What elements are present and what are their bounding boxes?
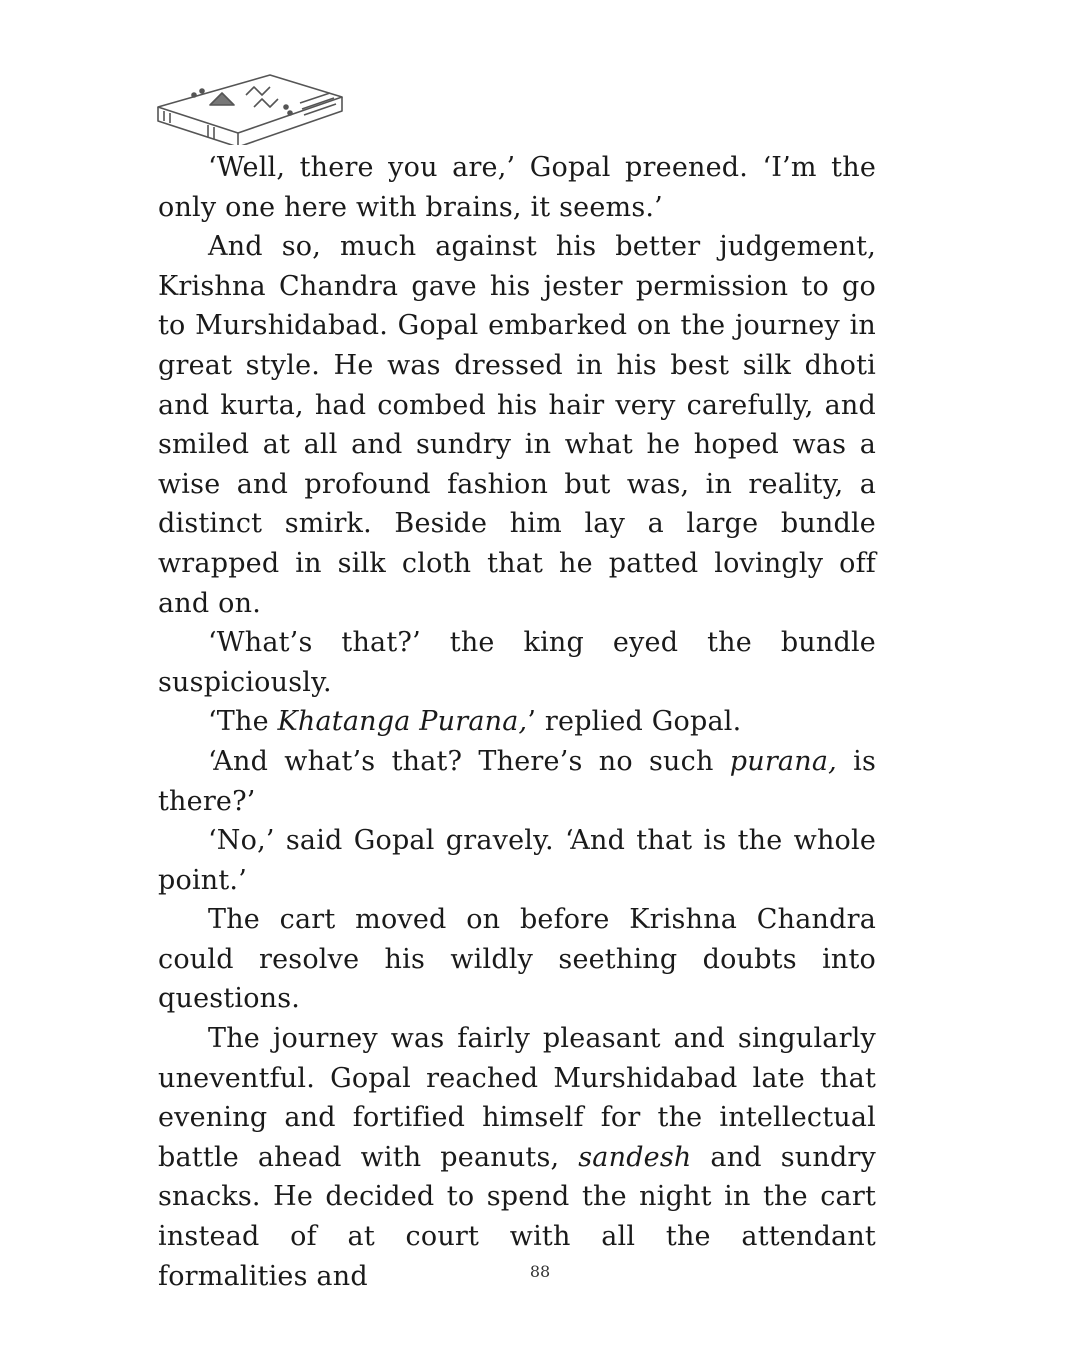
page-number: 88 [529, 1262, 551, 1281]
text-span: The journey was fairly pleasant and singularly uneventful. Gopal reached Murshidabad late that evening and fortified himself for the intellectual battle ahead with peanuts, [158, 1023, 876, 1173]
text-span: ‘And what’s that? There’s no such [208, 745, 730, 777]
paragraph [158, 702, 876, 742]
paragraph: ‘No,’ said Gopal gravely. ‘And that is the whole point.’ [158, 825, 876, 896]
text-span: is there?’ [158, 745, 876, 817]
paragraph: The cart moved on before Krishna Chandra could resolve his wildly seething doubts into questions. [158, 904, 876, 1015]
paragraph: ‘Well, there you are,’ Gopal preened. ‘I’m the only one here with brains, it seems.’ [158, 152, 876, 223]
paragraph: And so, much against his better judgement, Krishna Chandra gave his jester permission to go to Murshidabad. Gopal embarked on the journey in great style. He was dressed in his best silk dhoti and kurta, had combed his hair very carefully, and smiled at all and sundry in what he hoped was a wise and profound fashion but was, in reality, a distinct smirk. Beside him lay a large bundle wrapped in silk cloth that he patted lovingly off and on. [158, 231, 876, 619]
italic-word: purana, [729, 745, 837, 777]
italic-title: Khatanga Purana, [277, 706, 528, 738]
italic-word: sandesh [578, 1141, 692, 1173]
paragraph: ‘What’s that?’ the king eyed the bundle suspiciously. [158, 627, 876, 698]
text-span: and sundry snacks. He decided to spend the night in the cart instead of at court with all the attendant formalities and [158, 1141, 876, 1292]
book-ornament-icon [150, 55, 350, 145]
body-text [158, 148, 876, 1296]
text-span: ‘The [208, 706, 278, 738]
paragraph [158, 742, 876, 821]
paragraph [158, 1019, 876, 1296]
text-span: ’ replied Gopal. [527, 706, 742, 738]
